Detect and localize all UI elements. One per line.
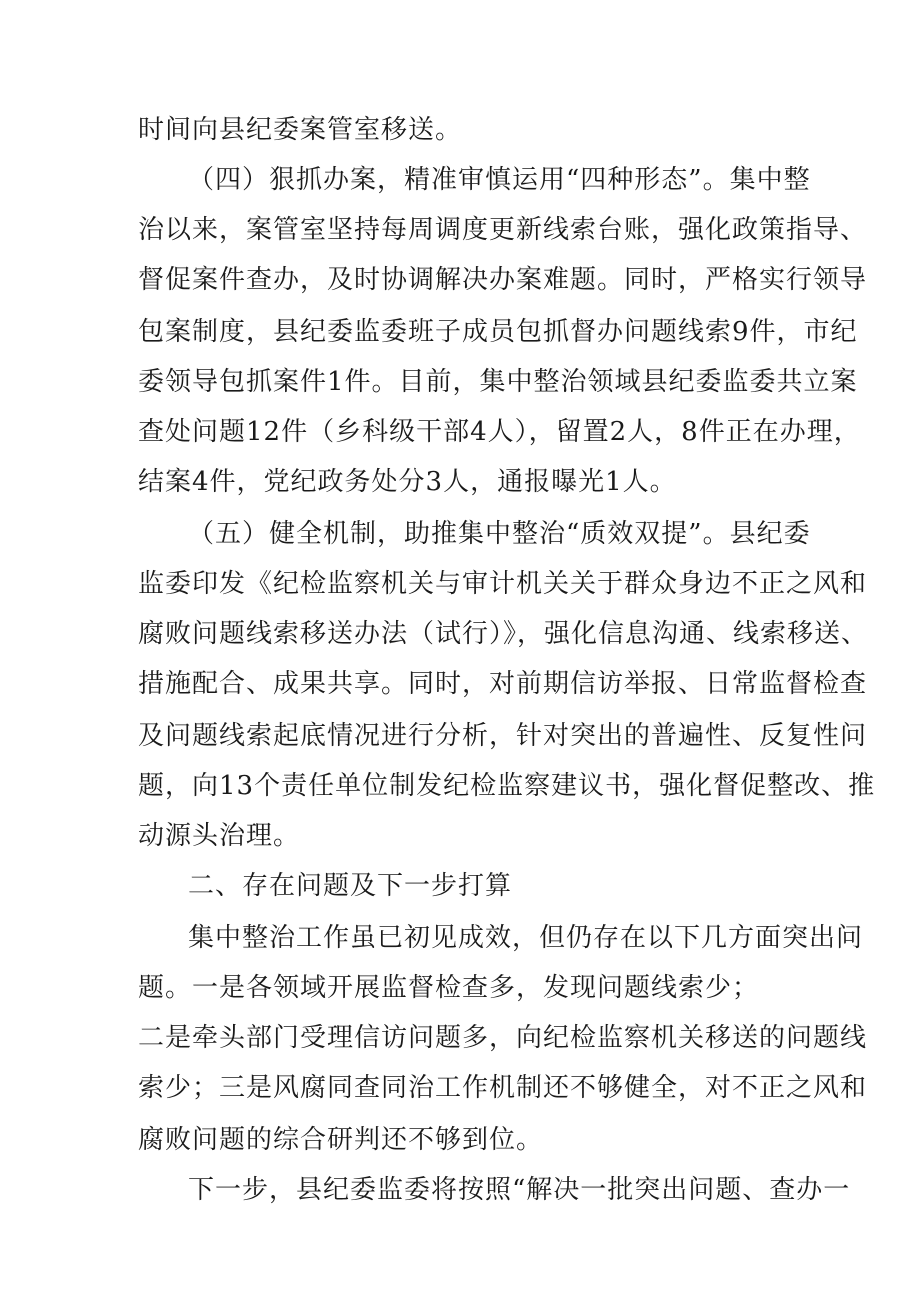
text-line (0, 664, 920, 704)
line-text: 包案制度，县纪委监委班子成员包抓督办问题线索9件，市纪 (138, 317, 858, 347)
line-text: 二、存在问题及下一步打算 (188, 871, 513, 901)
line-text: 监委印发《纪检监察机关与审计机关关于群众身边不正之风和 (138, 569, 868, 599)
line-text: 题，向13个责任单位制发纪检监察建议书，强化督促整改、推 (138, 771, 876, 801)
text-line (0, 614, 920, 654)
text-line (0, 110, 920, 150)
text-line (0, 968, 920, 1008)
section-heading (0, 866, 920, 906)
line-text: 查处问题12件（乡科级干部4人），留置2人，8件正在办理， (138, 417, 861, 447)
text-line (0, 918, 920, 958)
text-line (0, 312, 920, 352)
text-line (0, 160, 920, 200)
text-line (0, 766, 920, 806)
line-text: 索少；三是风腐同查同治工作机制还不够健全，对不正之风和 (138, 1073, 868, 1103)
text-line (0, 1018, 920, 1058)
line-text: 委领导包抓案件1件。目前，集中整治领域县纪委监委共立案 (138, 367, 858, 397)
line-text: 及问题线索起底情况进行分析，针对突出的普遍性、反复性问 (138, 721, 868, 751)
text-line (0, 260, 920, 300)
line-text: 下一步，县纪委监委将按照“解决一批突出问题、查办一 (188, 1175, 851, 1205)
text-line (0, 462, 920, 502)
text-line (0, 210, 920, 250)
text-line (0, 362, 920, 402)
line-text: 二是牵头部门受理信访问题多，向纪检监察机关移送的问题线 (138, 1023, 868, 1053)
text-line (0, 514, 920, 554)
line-text: 腐败问题的综合研判还不够到位。 (138, 1125, 544, 1155)
line-text: 动源头治理。 (138, 821, 301, 851)
text-line (0, 816, 920, 856)
text-line (0, 716, 920, 756)
text-line (0, 1068, 920, 1108)
line-text: 时间向县纪委案管室移送。 (138, 115, 463, 145)
text-line (0, 564, 920, 604)
line-text: 腐败问题线索移送办法（试行）》，强化信息沟通、线索移送、 (138, 619, 869, 649)
line-text: 措施配合、成果共享。同时，对前期信访举报、日常监督检查 (138, 669, 868, 699)
line-text: 集中整治工作虽已初见成效，但仍存在以下几方面突出问 (188, 923, 864, 953)
text-line (0, 412, 920, 452)
line-text: 治以来，案管室坚持每周调度更新线索台账，强化政策指导、 (138, 215, 868, 245)
text-line (0, 1120, 920, 1160)
text-line (0, 1170, 920, 1210)
line-text: 题。一是各领域开展监督检查多，发现问题线索少； (138, 973, 760, 1003)
line-text: （五）健全机制，助推集中整治“质效双提”。县纪委 (188, 519, 811, 549)
line-text: 督促案件查办，及时协调解决办案难题。同时，严格实行领导 (138, 265, 868, 295)
line-text: （四）狠抓办案，精准审慎运用“四种形态”。集中整 (188, 165, 811, 195)
line-text: 结案4件，党纪政务处分3人，通报曝光1人。 (138, 467, 677, 497)
